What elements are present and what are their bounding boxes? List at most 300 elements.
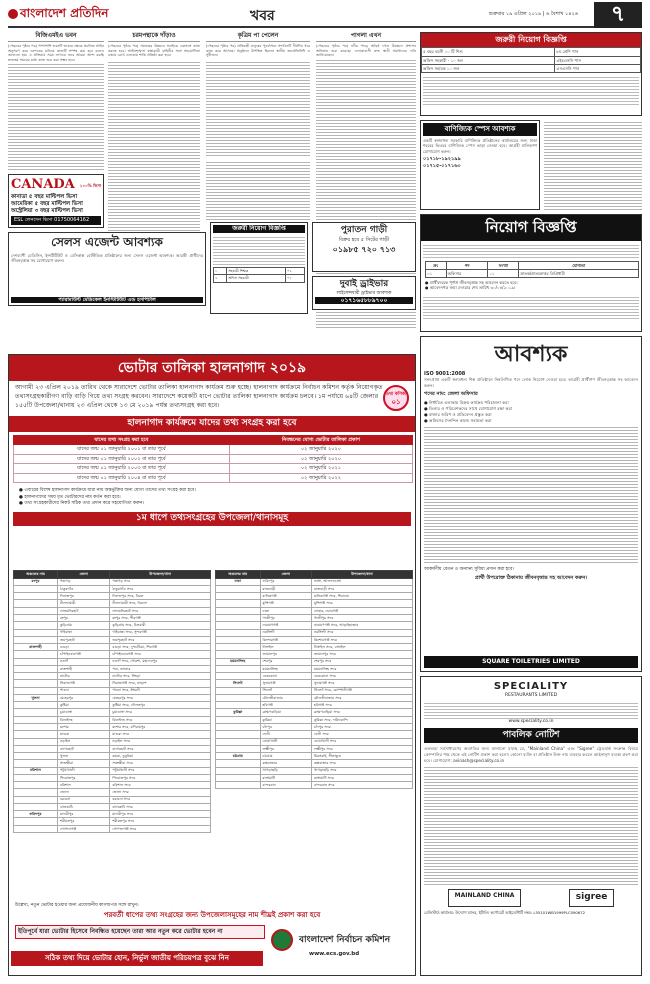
region-cell bbox=[14, 760, 58, 767]
note: ● তথ্য সংগ্রহকারীদের নিকট সঠিক তথ্য প্রদান করে সহযোগিতা করুন। bbox=[19, 500, 144, 506]
note: ● আবেদনপত্র জমা দেওয়ার শেষ তারিখ ৩০/০৪/২০১৯। bbox=[425, 285, 516, 291]
district-cell: বগুড়া bbox=[57, 644, 109, 651]
table-row bbox=[14, 578, 211, 585]
table-row bbox=[422, 56, 641, 64]
table-row bbox=[216, 753, 413, 760]
upazila-cell: সিরাজগঞ্জ সদর, তাড়াশ bbox=[110, 680, 211, 687]
upazila-cell: রংপুর সদর, পীরগঞ্জ bbox=[110, 615, 211, 622]
cell: এসএসসি পাস bbox=[555, 64, 641, 72]
upazila-cell: ফেনী সদর bbox=[311, 731, 412, 738]
phase-table-left bbox=[13, 570, 211, 833]
region-cell bbox=[216, 767, 261, 774]
niyog-ad bbox=[420, 214, 642, 332]
upazila-cell: নওগাঁ সদর, পোরশা, মহাদেবপুর bbox=[110, 658, 211, 665]
table-row bbox=[216, 731, 413, 738]
canada-badge: ১০০% ভিসা bbox=[79, 182, 101, 188]
table-row bbox=[216, 600, 413, 607]
cell: ০২ bbox=[286, 267, 305, 275]
old-car-ad bbox=[312, 222, 416, 272]
region-cell: ফরিদপুর bbox=[14, 811, 58, 818]
canada-line: অস্ট্রেলিয়া ৩ বছর মাল্টিপল ভিসা bbox=[11, 208, 83, 215]
cell: যাদের জন্ম ০১ জানুয়ারি ২০০৪ বা তার পূর্বে bbox=[14, 473, 230, 483]
table-header: জেলা bbox=[57, 571, 109, 579]
dubai-driver-title: দুবাই ড্রাইভার bbox=[339, 279, 389, 289]
upazila-cell: পবা, তানোর bbox=[110, 665, 211, 672]
election-commission-logo-icon bbox=[271, 929, 293, 951]
note: ● হালনাগাদের সময় মৃত ভোটারদের নাম কর্তন করা হবে। bbox=[19, 494, 121, 500]
table-row bbox=[14, 760, 211, 767]
region-cell bbox=[14, 709, 58, 716]
cell: স্নাতক/স্নাতকোত্তর ডিগ্রিধারী bbox=[519, 269, 639, 277]
abossok-body: সনদপ্রাপ্ত একটি স্বনামধন্য শিল্প প্রতিষ্ঠানে নিম্নলিখিত পদে লোক নিয়োগ দেওয়া হবে। আগ্রহী প্রার্থীগণ জীবনবৃত্তান্ত সহ আবেদন করুন। bbox=[424, 377, 638, 388]
speciality-address bbox=[424, 701, 638, 719]
upazila-cell: বরিশাল সদর bbox=[110, 782, 211, 789]
upazila-cell: জামালপুর সদর bbox=[311, 651, 412, 658]
table-row bbox=[216, 782, 413, 789]
table-row bbox=[216, 723, 413, 730]
upazila-cell: দোহার, নবাবগঞ্জ bbox=[311, 607, 412, 614]
district-cell: ফেনী bbox=[260, 731, 311, 738]
district-cell: ফরিদপুর bbox=[260, 578, 311, 585]
district-cell: লক্ষ্মীপুর bbox=[260, 745, 311, 752]
upazila-cell: বরগুনা সদর bbox=[110, 796, 211, 803]
upazila-cell: নড়াইল সদর bbox=[110, 738, 211, 745]
salary-line: আকর্ষণীয় বেতন ও অন্যান্য সুবিধা প্রদান করা হবে। bbox=[424, 567, 514, 573]
upazila-cell: নাটোর সদর, সিংড়া bbox=[110, 673, 211, 680]
sigree-logo: sigree bbox=[569, 889, 615, 907]
district-cell: ময়মনসিংহ bbox=[260, 665, 311, 672]
upazila-cell: ময়মনসিংহ সদর bbox=[311, 665, 412, 672]
table-header: অঞ্চলের নাম bbox=[216, 571, 261, 579]
table-row bbox=[216, 636, 413, 643]
table-row bbox=[14, 629, 211, 636]
date-line: শুক্রবার ১৯ এপ্রিল ২০১৯ | ৬ বৈশাখ ১৪২৬ bbox=[488, 11, 578, 17]
cell: ৮ম শ্রেণি পাস bbox=[555, 48, 641, 56]
urgent-recruit-table bbox=[421, 47, 641, 73]
commission-name: বাংলাদেশ নির্বাচন কমিশন bbox=[299, 935, 391, 945]
upazila-cell: পটুয়াখালী সদর bbox=[110, 767, 211, 774]
cell: অফিসার bbox=[446, 269, 488, 277]
cell: ০১ bbox=[488, 269, 519, 277]
table-row bbox=[14, 644, 211, 651]
upazila-cell: পিরোজপুর সদর bbox=[110, 774, 211, 781]
cell: যাদের জন্ম ০১ জানুয়ারি ২০০১ বা তার পূর্বে bbox=[14, 445, 230, 455]
region-cell bbox=[216, 702, 261, 709]
region-cell bbox=[14, 702, 58, 709]
district-cell: নড়াইল bbox=[57, 738, 109, 745]
table-row bbox=[216, 585, 413, 592]
table-header: জেলা bbox=[260, 571, 311, 579]
old-car-title: পুরাতন গাড়ী bbox=[340, 225, 388, 235]
region-cell bbox=[14, 600, 58, 607]
table-row bbox=[14, 716, 211, 723]
upazila-cell: নারায়ণগঞ্জ সদর, আড়াইহাজার bbox=[311, 622, 412, 629]
table-row bbox=[14, 767, 211, 774]
table-header: ক্র: bbox=[426, 261, 447, 269]
phase-table-right bbox=[215, 570, 413, 789]
abossok-ad bbox=[420, 336, 642, 672]
page-number: ৭ bbox=[594, 2, 642, 28]
canada-title: CANADA bbox=[11, 177, 75, 192]
recruit-small-table bbox=[213, 267, 305, 283]
table-row bbox=[14, 673, 211, 680]
upazila-cell: মেহেরপুর সদর bbox=[110, 694, 211, 701]
commercial-space-ad bbox=[420, 120, 540, 210]
district-cell: ঝালকাঠি bbox=[57, 803, 109, 810]
urgent-recruit-text bbox=[423, 75, 639, 105]
speciality-name: SPECIALITY bbox=[493, 681, 569, 692]
upazila-cell: বাগেরহাট সদর bbox=[110, 745, 211, 752]
article-chorompontha bbox=[108, 32, 200, 58]
table-row bbox=[14, 774, 211, 781]
region-cell: ঢাকা bbox=[216, 578, 261, 585]
apply-line: প্রার্থী উপরোক্ত ঠিকানায় জীবনবৃত্তান্ত সহ আবেদন করুন। bbox=[474, 575, 588, 582]
table-row bbox=[216, 665, 413, 672]
region-cell bbox=[216, 687, 261, 694]
district-cell: মাদারীপুর bbox=[57, 811, 109, 818]
region-cell: সিলেট bbox=[216, 680, 261, 687]
district-cell: পটুয়াখালী bbox=[57, 767, 109, 774]
table-row bbox=[216, 702, 413, 709]
masthead-text: বাংলাদেশ প্রতিদিন bbox=[20, 6, 109, 20]
urgent-recruit-ad bbox=[420, 32, 642, 116]
region-cell bbox=[14, 593, 58, 600]
district-cell: ঢাকা bbox=[260, 607, 311, 614]
niyog-table bbox=[425, 261, 639, 278]
district-cell: ঠাকুরগাঁও bbox=[57, 585, 109, 592]
district-cell: টাঙ্গাইল bbox=[260, 644, 311, 651]
cell: ০২ জানুয়ারি ২০২০ bbox=[229, 454, 412, 464]
table-row bbox=[216, 578, 413, 585]
region-cell bbox=[14, 731, 58, 738]
district-cell: হবিগঞ্জ bbox=[260, 702, 311, 709]
article-body: (পেছনের পৃষ্ঠার পর) নদীর পাড়ে অবৈধ দখল উচ্ছেদে প্রশাসন অভিযান শুরু করেছে। এলাকাবাসী দ্রুত স্থায়ী সমাধানের দাবি জানিয়েছেন। bbox=[316, 43, 416, 58]
voter-banner: ভোটার তালিকা হালনাগাদ ২০১৯ bbox=[9, 355, 415, 381]
table-row bbox=[14, 464, 413, 474]
region-cell: রংপুর bbox=[14, 578, 58, 585]
table-row bbox=[216, 716, 413, 723]
voter-footer-extra: ইতিপূর্বে যারা ভোটার হিসেবে নিবন্ধিত হয়েছেন তারা আর নতুন করে ভোটার হবেন না bbox=[15, 925, 265, 939]
district-cell: রংপুর bbox=[57, 615, 109, 622]
upazila-cell: গোপালগঞ্জ সদর bbox=[110, 825, 211, 832]
district-cell: দিনাজপুর bbox=[57, 593, 109, 600]
table-header: সংখ্যা bbox=[488, 261, 519, 269]
district-cell: চুয়াডাঙ্গা bbox=[57, 709, 109, 716]
table-row bbox=[216, 680, 413, 687]
district-cell: জয়পুরহাট bbox=[57, 636, 109, 643]
district-cell: নাটোর bbox=[57, 673, 109, 680]
article-title: বিজিএমইএ ভবন bbox=[8, 32, 104, 42]
region-cell bbox=[14, 745, 58, 752]
sales-agent-body: দেশব্যাপী মেডিসিন, ইন্সটিটিউট ও বেসিকাল্প বেস্টিন্ডিক প্রতিষ্ঠানের জন্য সেলস এজেন্ট আবশ্যক। আগ্রহী প্রার্থীদের জীবনবৃত্তান্ত সহ যোগাযোগ করুন। bbox=[11, 252, 203, 263]
masthead-logo-icon bbox=[8, 9, 18, 19]
region-cell bbox=[216, 607, 261, 614]
table-row bbox=[14, 782, 211, 789]
upazila-cell: সিলেট সদর, কোম্পানীগঞ্জ bbox=[311, 687, 412, 694]
article-body: (পেছনের পৃষ্ঠার পর) প্রতিবন্ধী মানুষের পুনর্বাসনে সংগঠনটি দীর্ঘদিন ধরে কাজ করে আসছে। অনুষ্ঠানে উপস্থিত ছিলেন স্থানীয় জনপ্রতিনিধি ও সুধীজন। bbox=[206, 43, 310, 58]
table-row bbox=[216, 767, 413, 774]
table-row bbox=[14, 745, 211, 752]
iso-label: ISO 9001:2008 bbox=[424, 370, 466, 377]
district-cell: গাজীপুর bbox=[260, 615, 311, 622]
table-row bbox=[14, 585, 211, 592]
commercial-space-phone: ০১৭১৫-০১৭১৬০ bbox=[423, 162, 461, 169]
abossok-text bbox=[424, 425, 638, 565]
upazila-cell: মাদারীপুর সদর bbox=[110, 811, 211, 818]
table-row bbox=[14, 753, 211, 760]
table-row bbox=[216, 629, 413, 636]
upazila-cell: গাইবান্ধা সদর, সুন্দরগঞ্জ bbox=[110, 629, 211, 636]
table-row bbox=[216, 622, 413, 629]
upazila-cell: লালমনিরহাট সদর bbox=[110, 607, 211, 614]
district-cell: নোয়াখালী bbox=[260, 738, 311, 745]
table-row bbox=[14, 622, 211, 629]
region-cell bbox=[14, 622, 58, 629]
table-row bbox=[14, 615, 211, 622]
table-row bbox=[216, 760, 413, 767]
recruit-small-ad bbox=[210, 222, 308, 314]
region-cell bbox=[216, 585, 261, 592]
district-cell: কুমিল্লা bbox=[260, 716, 311, 723]
district-cell: মাগুরা bbox=[57, 731, 109, 738]
upazila-cell: ভোলা সদর bbox=[110, 789, 211, 796]
district-cell: সুনামগঞ্জ bbox=[260, 680, 311, 687]
table-row bbox=[14, 665, 211, 672]
public-notice-title: পাবলিক নোটিশ bbox=[424, 728, 638, 744]
upazila-cell: মানিকগঞ্জ সদর, শিবালয় bbox=[311, 593, 412, 600]
canada-visa-ad bbox=[8, 174, 104, 228]
district-cell: ঝিনাইদহ bbox=[57, 716, 109, 723]
old-car-body: বিক্রয় হবে ৫ সিটের গাড়ী bbox=[338, 236, 390, 243]
table-header: নিবন্ধনের যোগ্য ভোটার তালিকা প্রকাশ bbox=[229, 435, 412, 445]
post-name: পদের নাম: জেলা অফিসার bbox=[424, 391, 478, 398]
region-cell bbox=[14, 658, 58, 665]
table-row bbox=[14, 454, 413, 464]
table-row bbox=[216, 644, 413, 651]
article-pagla bbox=[316, 32, 416, 58]
table-row bbox=[216, 687, 413, 694]
article-text-block bbox=[544, 120, 642, 210]
upazila-cell: কক্সবাজার সদর bbox=[311, 760, 412, 767]
region-cell bbox=[14, 782, 58, 789]
table-row bbox=[216, 607, 413, 614]
upazila-cell: বগুড়া সদর, দুপচাঁচিয়া, শিবগঞ্জ bbox=[110, 644, 211, 651]
region-cell bbox=[14, 774, 58, 781]
bottom-note: রেজিস্টার্ড কার্যালয়: উদ্যোগ ম্যানর, ইটালি। কর্পোরেট আইডেন্টিটি নম্বর: L55101WB1999PLC090672 bbox=[424, 910, 586, 916]
district-cell: সিলেট bbox=[260, 687, 311, 694]
table-row bbox=[216, 709, 413, 716]
commercial-space-phone: ০১৭১৮-১৯২১৯৯ bbox=[423, 156, 461, 163]
upazila-cell: চাঁপাইনবাবগঞ্জ সদর bbox=[110, 651, 211, 658]
square-toiletries-footer: SQUARE TOILETRIES LIMITED bbox=[424, 656, 638, 668]
canada-footer: ESL লেনদেন ভিসা 01750064162 bbox=[11, 216, 101, 225]
cell: ০১ bbox=[426, 269, 447, 277]
cell: ০২ জানুয়ারি ২০২২ bbox=[229, 473, 412, 483]
upazila-cell: নেত্রকোনা সদর bbox=[311, 673, 412, 680]
table-row bbox=[14, 473, 413, 483]
duty-item: ● অফিসের দৈনন্দিন কাজে সহায়তা করা bbox=[424, 417, 492, 423]
cell: এইচএসসি পাস bbox=[555, 56, 641, 64]
district-cell: মৌলভীবাজার bbox=[260, 694, 311, 701]
article-title: চরমপন্থাকে দাঁড়াও bbox=[108, 32, 200, 42]
district-cell: নওগাঁ bbox=[57, 658, 109, 665]
district-cell: খাগড়াছড়ি bbox=[260, 767, 311, 774]
region-cell bbox=[216, 644, 261, 651]
table-row bbox=[14, 687, 211, 694]
table-row bbox=[216, 615, 413, 622]
table-row bbox=[216, 774, 413, 781]
district-cell: চাঁপাইনবাবগঞ্জ bbox=[57, 651, 109, 658]
district-cell: পাবনা bbox=[57, 687, 109, 694]
region-cell bbox=[216, 636, 261, 643]
table-row bbox=[14, 636, 211, 643]
cell: যাদের জন্ম ০১ জানুয়ারি ২০০২ বা তার পূর্বে bbox=[14, 454, 230, 464]
region-cell bbox=[216, 723, 261, 730]
article-text-block bbox=[8, 62, 104, 172]
region-cell bbox=[14, 723, 58, 730]
region-cell bbox=[216, 774, 261, 781]
table-row bbox=[14, 600, 211, 607]
district-cell: জামালপুর bbox=[260, 651, 311, 658]
old-car-phone: ০১৯৮৫ ৭২০ ৭১৩ bbox=[332, 245, 396, 255]
region-cell: বরিশাল bbox=[14, 767, 58, 774]
district-cell: ভোলা bbox=[57, 789, 109, 796]
niyog-title: নিয়োগ বিজ্ঞপ্তি bbox=[421, 215, 641, 241]
region-cell bbox=[14, 673, 58, 680]
upazila-cell: মাগুরা সদর bbox=[110, 731, 211, 738]
upazila-cell: ঝিনাইদহ সদর bbox=[110, 716, 211, 723]
dubai-driver-ad bbox=[312, 276, 416, 310]
table-row bbox=[14, 796, 211, 803]
upazila-cell: হবিগঞ্জ সদর bbox=[311, 702, 412, 709]
commission-website[interactable]: www.ecs.gov.bd bbox=[309, 951, 360, 957]
upazila-cell: মিরসরাই, সীতাকুণ্ড bbox=[311, 753, 412, 760]
duties-list bbox=[424, 398, 638, 426]
table-row bbox=[14, 651, 211, 658]
speciality-website[interactable]: www.speciality.co.in bbox=[508, 718, 554, 724]
cell: ০২ জানুয়ারি ২০২১ bbox=[229, 464, 412, 474]
table-row bbox=[14, 445, 413, 455]
table-header: পদ bbox=[446, 261, 488, 269]
upazila-cell: মুন্সিগঞ্জ সদর bbox=[311, 600, 412, 607]
district-cell: সাতক্ষীরা bbox=[57, 760, 109, 767]
region-cell bbox=[216, 745, 261, 752]
region-cell: কুমিল্লা bbox=[216, 709, 261, 716]
district-cell: চট্টগ্রাম bbox=[260, 753, 311, 760]
district-cell: কুষ্টিয়া bbox=[57, 702, 109, 709]
table-row bbox=[216, 651, 413, 658]
district-cell: লালমনিরহাট bbox=[57, 607, 109, 614]
table-row bbox=[216, 658, 413, 665]
upazila-cell: পাবনা সদর, ঈশ্বরদী bbox=[110, 687, 211, 694]
table-row bbox=[14, 789, 211, 796]
table-row bbox=[426, 269, 639, 277]
voter-footer-bottom: সঠিক তথ্য দিয়ে ভোটার হোন, নির্ভুল জাতীয় পরিচয়পত্র বুঝে নিন bbox=[11, 951, 263, 966]
region-cell bbox=[216, 738, 261, 745]
table-row bbox=[14, 607, 211, 614]
district-cell: নেত্রকোনা bbox=[260, 673, 311, 680]
region-cell bbox=[14, 796, 58, 803]
niyog-intro bbox=[423, 243, 639, 259]
region-cell bbox=[14, 651, 58, 658]
upazila-cell: চাঁদপুর সদর bbox=[311, 723, 412, 730]
upazila-cell: বান্দরবান সদর bbox=[311, 782, 412, 789]
voter-intro: আগামী ২৩ এপ্রিল ২০১৯ তারিখ থেকে সারাদেশে ভোটার তালিকা হালনাগাদ কার্যক্রম শুরু হচ্ছে। হালনাগাদ কার্যক্রমে নির্বাচন কমিশন কর্তৃক নিয়োগকৃত তথ্যসংগ্রহকারীগণ বাড়ি বাড়ি গিয়ে তথ্য সংগ্রহ করবেন। সারাদেশে কয়েকটি ধাপে ভোটার তালিকা হালনাগাদ কার্যক্রম চলবে। ১ম পর্যায়ে ৬৪টি জেলার ১৫৫টি উপজেলা/থানায় ২৩ এপ্রিল থেকে ১৩ মে ২০১৯ পর্যন্ত তথ্যসংগ্রহ করা হবে। bbox=[15, 384, 383, 410]
table-header: যোগ্যতা bbox=[519, 261, 639, 269]
dubai-driver-body: লাইসেন্সধারী ড্রাইভার আবশ্যক bbox=[336, 290, 392, 296]
upazila-cell: জয়পুরহাট সদর bbox=[110, 636, 211, 643]
region-cell bbox=[216, 665, 261, 672]
recruit-small-text bbox=[213, 235, 305, 265]
abossok-title: আবশ্যক bbox=[494, 341, 568, 367]
region-cell bbox=[14, 615, 58, 622]
upazila-cell: নোয়াখালী সদর bbox=[311, 738, 412, 745]
cell: সহকারী শিক্ষক bbox=[227, 267, 286, 275]
upazila-cell: ভাঙ্গা, আলফাডাঙ্গা bbox=[311, 578, 412, 585]
upazila-cell: যশোর সদর, মণিরামপুর bbox=[110, 723, 211, 730]
voter-footer-red: পরবর্তী ধাপের তথ্য সংগ্রহের জন্য উপজেলাসমূহের নাম শীঘ্রই প্রকাশ করা হবে bbox=[103, 911, 321, 919]
table-row bbox=[14, 811, 211, 818]
section-title: খবর bbox=[250, 8, 275, 24]
table-row bbox=[14, 702, 211, 709]
upazila-cell: কয়রা, ডুমুরিয়া bbox=[110, 753, 211, 760]
region-cell: চট্টগ্রাম bbox=[216, 753, 261, 760]
table-row bbox=[216, 694, 413, 701]
table-row bbox=[14, 825, 211, 832]
table-row bbox=[216, 673, 413, 680]
niyog-text bbox=[423, 295, 639, 321]
district-cell: নরসিংদী bbox=[260, 629, 311, 636]
district-cell: মেহেরপুর bbox=[57, 694, 109, 701]
info-badge bbox=[383, 385, 409, 411]
region-cell: রাজশাহী bbox=[14, 644, 58, 651]
sales-agent-footer: প্যারামাউন্ট মেডিকেল ইনস্টিটিউট এন্ড হসপিটাল bbox=[11, 297, 203, 304]
upazila-cell: নরসিংদী সদর bbox=[311, 629, 412, 636]
note: ● প্রার্থীদেরকে পূর্ণাঙ্গ জীবনবৃত্তান্ত সহ আবেদন করতে হবে। bbox=[425, 279, 518, 285]
table-row bbox=[14, 723, 211, 730]
region-cell bbox=[14, 825, 58, 832]
upazila-cell: খাগড়াছড়ি সদর bbox=[311, 767, 412, 774]
info-badge-number: ০১ bbox=[391, 397, 401, 406]
region-cell bbox=[216, 731, 261, 738]
region-cell bbox=[216, 615, 261, 622]
district-cell: মুন্সিগঞ্জ bbox=[260, 600, 311, 607]
duty-item: ● ডিলার ও পরিবেশকদের সাথে যোগাযোগ রক্ষা করা bbox=[424, 405, 512, 411]
table-row bbox=[14, 731, 211, 738]
article-body: (পেছনের পৃষ্ঠার পর) সমাজের উন্নয়নে সবাইকে একসঙ্গে কাজ করতে হবে। আইনশৃঙ্খলা রক্ষাকারী বাহিনীর সঙ্গে সহযোগিতা বজায় রেখে এলাকায় শান্তি প্রতিষ্ঠা করা হবে। bbox=[108, 43, 200, 58]
region-cell bbox=[216, 600, 261, 607]
region-cell bbox=[14, 753, 58, 760]
upazila-cell: টাঙ্গাইল সদর, বাসাইল bbox=[311, 644, 412, 651]
public-notice-ad bbox=[420, 676, 642, 976]
district-cell: পিরোজপুর bbox=[57, 774, 109, 781]
upazila-cell: ঝালকাঠি সদর bbox=[110, 803, 211, 810]
district-cell: চাঁদপুর bbox=[260, 723, 311, 730]
voter-footer-note: উল্লেখ্য, নতুন ভোটার হওয়ার জন্য প্রয়োজনীয় কাগজপত্র সঙ্গে রাখুন। bbox=[15, 903, 139, 908]
page-header bbox=[8, 4, 642, 28]
table-row bbox=[14, 680, 211, 687]
duty-item: ● বাজার জরিপ ও প্রতিবেদন প্রস্তুত করা bbox=[424, 411, 492, 417]
upazila-cell: মৌলভীবাজার সদর bbox=[311, 694, 412, 701]
article-text-block bbox=[206, 60, 310, 156]
district-cell: ব্রাহ্মণবাড়িয়া bbox=[260, 709, 311, 716]
upazila-cell: রাজবাড়ী সদর bbox=[311, 585, 412, 592]
region-cell bbox=[14, 585, 58, 592]
upazila-cell: ঠাকুরগাঁও সদর bbox=[110, 585, 211, 592]
table-header: উপজেলা/থানা bbox=[311, 571, 412, 579]
table-header: যাদের তথ্য সংগ্রহ করা হবে bbox=[14, 435, 230, 445]
cell: অফিস সহকারী bbox=[227, 275, 286, 283]
